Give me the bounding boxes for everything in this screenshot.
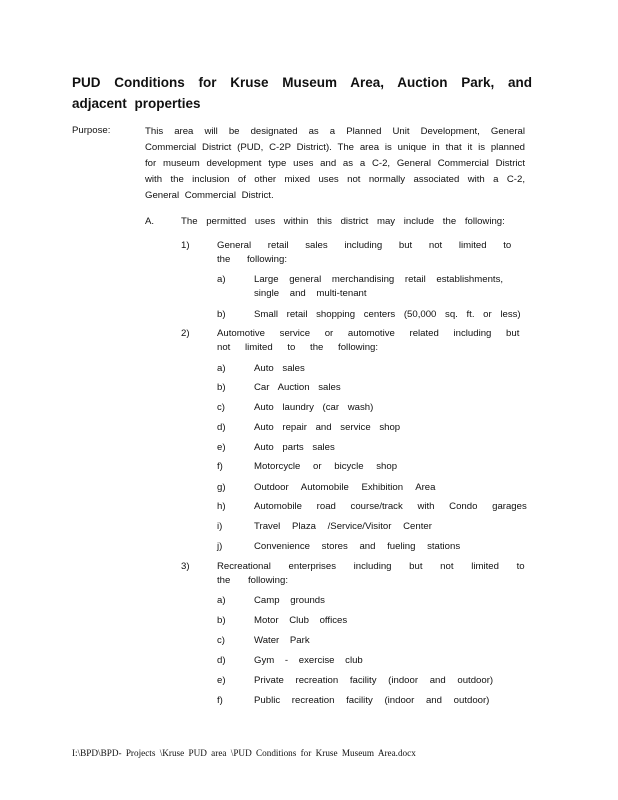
footer-file-path: I:\BPD\BPD- Projects \Kruse PUD area \PUD Conditions for Kruse Museum Area.docx xyxy=(72,748,416,758)
item-marker: 2) xyxy=(181,328,190,339)
sublist-item-text: Small retail shopping centers (50,000 sq. ft. or less) xyxy=(254,309,521,320)
section-a-marker: A. xyxy=(145,216,155,227)
sublist-item-text: Private recreation facility (indoor and outdoor) xyxy=(254,675,494,686)
purpose-label: Purpose: xyxy=(72,125,111,136)
item-marker: 3) xyxy=(181,561,190,572)
subitem-marker: a) xyxy=(217,363,226,374)
subitem-marker: b) xyxy=(217,382,226,393)
sublist-item-text: Auto sales xyxy=(254,363,305,374)
sublist-item-text: Outdoor Automobile Exhibition Area xyxy=(254,482,436,493)
purpose-paragraph: This area will be designated as a Planned Unit Development, General Commercial District (PUD, C-2P District). The area is unique in that it is planned for museum development type uses and as a C-2, General Commercial District with the inclusion of other mixed uses not normally associated with a C-2, General Commercial District. xyxy=(145,126,525,201)
subitem-marker: b) xyxy=(217,309,226,320)
subitem-marker: d) xyxy=(217,422,226,433)
subitem-marker: h) xyxy=(217,501,226,512)
subitem-marker: f) xyxy=(217,695,223,706)
sublist-item-text: Travel Plaza /Service/Visitor Center xyxy=(254,521,432,532)
sublist-item-text: Car Auction sales xyxy=(254,382,341,393)
sublist-item-text: Camp grounds xyxy=(254,595,325,606)
subitem-marker: g) xyxy=(217,482,226,493)
subitem-marker: d) xyxy=(217,655,226,666)
subitem-marker: j) xyxy=(217,541,223,552)
subitem-marker: a) xyxy=(217,595,226,606)
sublist-item-text: Auto repair and service shop xyxy=(254,422,401,433)
subitem-marker: i) xyxy=(217,521,223,532)
sublist-item-text: Auto laundry (car wash) xyxy=(254,402,374,413)
subitem-marker: f) xyxy=(217,461,223,472)
sublist-item-text: Motorcycle or bicycle shop xyxy=(254,461,398,472)
subitem-marker: a) xyxy=(217,274,226,285)
subitem-marker: c) xyxy=(217,635,225,646)
sublist-item-text: Motor Club offices xyxy=(254,615,348,626)
sublist-item-text: Large general merchandising retail establishments, single and multi-tenant xyxy=(254,274,504,299)
sublist-item-text: Gym - exercise club xyxy=(254,655,363,666)
sublist-item-text: Auto parts sales xyxy=(254,442,335,453)
subitem-marker: c) xyxy=(217,402,225,413)
list-item-text: General retail sales including but not limited to the following: xyxy=(217,240,512,265)
sublist-item-text: Automobile road course/track with Condo garages xyxy=(254,501,527,512)
sublist-item-text: Convenience stores and fueling stations xyxy=(254,541,461,552)
sublist-item-text: Water Park xyxy=(254,635,310,646)
document-title: PUD Conditions for Kruse Museum Area, Auction Park, and adjacent properties xyxy=(72,75,532,111)
subitem-marker: e) xyxy=(217,675,226,686)
section-a-text: The permitted uses within this district may include the following: xyxy=(181,216,505,227)
sublist-item-text: Public recreation facility (indoor and outdoor) xyxy=(254,695,490,706)
subitem-marker: b) xyxy=(217,615,226,626)
list-item-text: Automotive service or automotive related including but not limited to the following: xyxy=(217,328,520,353)
item-marker: 1) xyxy=(181,240,190,251)
list-item-text: Recreational enterprises including but not limited to the following: xyxy=(217,561,525,586)
subitem-marker: e) xyxy=(217,442,226,453)
